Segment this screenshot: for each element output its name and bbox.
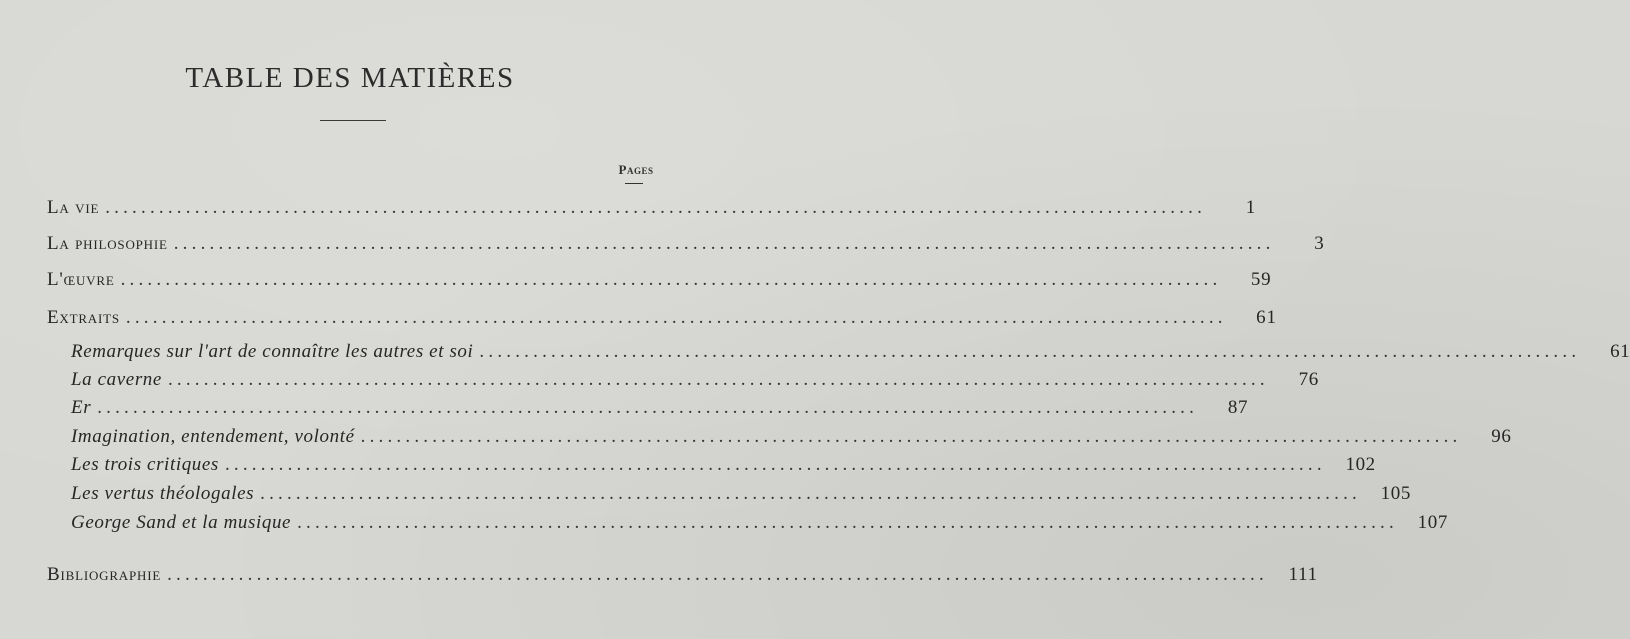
toc-subentry-page: 105 — [1380, 483, 1411, 504]
toc-subentry — [71, 423, 1512, 451]
toc-subentry-page: 76 — [1298, 369, 1319, 390]
dot-leader: ........................................................................................................................... — [97, 397, 1199, 418]
toc-subentry-label: La caverne — [71, 369, 162, 390]
toc-subentry — [71, 480, 1411, 508]
toc-subentry — [71, 451, 1376, 479]
toc-subentry-label: Imagination, entendement, volonté — [71, 426, 355, 447]
dot-leader: ........................................................................................................................... — [173, 233, 1275, 254]
toc-subentry — [71, 338, 1630, 366]
toc-subentry-page: 102 — [1345, 454, 1376, 475]
toc-entry-label: La vie — [47, 197, 100, 218]
dot-leader: ........................................................................................................................... — [125, 307, 1227, 328]
title-divider — [320, 120, 386, 121]
toc-entry-page: 3 — [1314, 233, 1325, 254]
toc-subentry — [71, 394, 1249, 422]
dot-leader: ........................................................................................................................... — [224, 454, 1326, 475]
pages-header-underline — [625, 183, 643, 184]
toc-subentry-label: George Sand et la musique — [71, 512, 292, 533]
toc-subentry-label: Les trois critiques — [71, 454, 219, 475]
toc-entry-page: 61 — [1256, 307, 1277, 328]
toc-subentry — [71, 509, 1448, 537]
toc-entry-page: 1 — [1245, 197, 1257, 218]
toc-entry — [47, 266, 1272, 294]
toc-entry — [47, 230, 1325, 258]
page-title: TABLE DES MATIÈRES — [185, 62, 515, 94]
dot-leader: ........................................................................................................................... — [297, 512, 1398, 533]
toc-entry-label: Bibliographie — [47, 564, 162, 585]
dot-leader: ........................................................................................................................... — [260, 483, 1361, 504]
toc-subentry-page: 96 — [1491, 426, 1512, 447]
dot-leader: ........................................................................................................................... — [105, 197, 1207, 218]
toc-entry-label: L'œuvre — [47, 269, 115, 290]
toc-subentry — [71, 366, 1319, 394]
dot-leader: ........................................................................................................................... — [167, 369, 1269, 390]
dot-leader: ........................................................................................................................... — [479, 341, 1581, 362]
toc-entry-label: Extraits — [47, 307, 120, 328]
toc-subentry-page: 61 — [1610, 341, 1630, 362]
toc-subentry-page: 107 — [1417, 512, 1448, 533]
toc-entry-page: 111 — [1288, 564, 1318, 585]
toc-subentry-label: Remarques sur l'art de connaître les autres et soi — [71, 341, 474, 362]
toc-subentry-page: 87 — [1227, 397, 1249, 418]
toc-entry — [47, 561, 1318, 589]
dot-leader: ........................................................................................................................... — [167, 564, 1268, 585]
toc-entry-page: 59 — [1250, 269, 1272, 290]
toc-subentry-label: Er — [71, 397, 92, 418]
toc-subentry-label: Les vertus théologales — [71, 483, 255, 504]
toc-entry — [47, 304, 1277, 332]
dot-leader: ........................................................................................................................... — [360, 426, 1462, 447]
pages-column-header: Pages — [618, 162, 654, 177]
toc-entry — [47, 194, 1257, 222]
toc-entry-label: La philosophie — [47, 233, 168, 254]
dot-leader: ........................................................................................................................... — [120, 269, 1222, 290]
